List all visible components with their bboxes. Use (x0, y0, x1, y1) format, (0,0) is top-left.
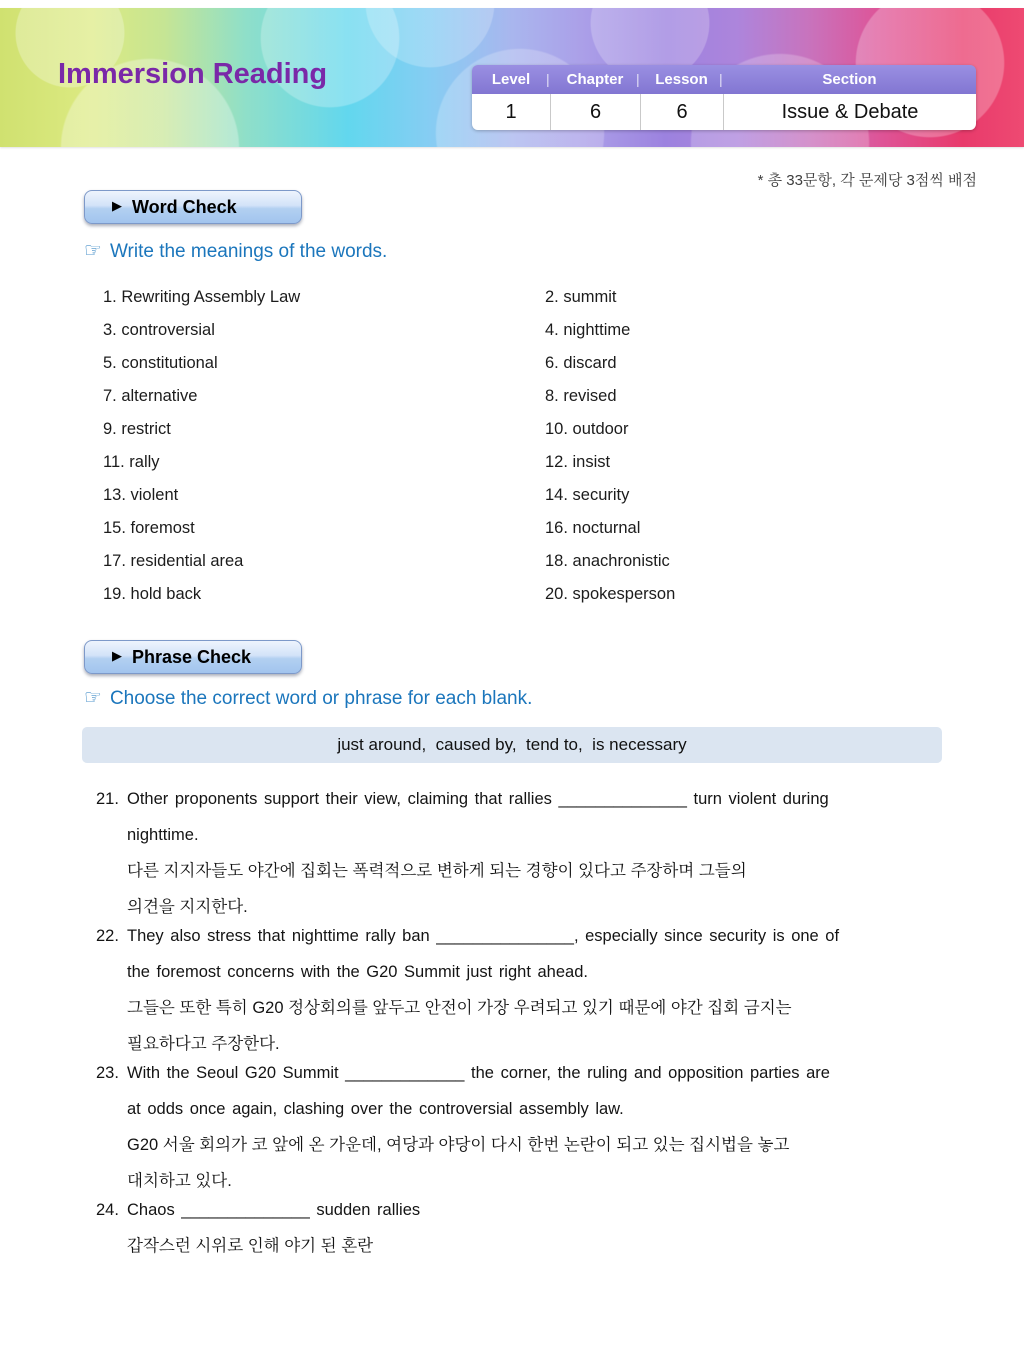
phrase-check-button-label: Phrase Check (132, 646, 252, 667)
word-item: 20. spokesperson (545, 585, 676, 603)
question-korean-text: 다른 지지자들도 야간에 집회는 폭력적으로 변하게 되는 경향이 있다고 주장하며 그들의 (127, 862, 747, 880)
word-list (103, 281, 953, 611)
lesson-info-header-row (472, 65, 976, 94)
question-line (96, 918, 948, 954)
word-check-button-label: Word Check (132, 196, 237, 217)
section-value: Issue & Debate (723, 94, 976, 130)
column-divider: | (546, 71, 550, 87)
word-item: 9. restrict (103, 420, 171, 438)
question-korean-text: 대치하고 있다. (127, 1172, 232, 1190)
word-check-instruction-text: Write the meanings of the words. (109, 241, 388, 262)
word-row (103, 545, 953, 578)
word-item: 17. residential area (103, 552, 244, 570)
play-icon: ▶ (112, 648, 122, 663)
question-24 (96, 1192, 948, 1264)
word-row (103, 413, 953, 446)
word-row (103, 314, 953, 347)
question-line (96, 1055, 948, 1091)
question-number: 24. (96, 1201, 119, 1219)
pointing-hand-icon: ☞ (84, 687, 102, 709)
word-check-button (84, 190, 302, 224)
question-english-text: They also stress that nighttime rally ban _______________, especially since security is one of (127, 927, 840, 945)
word-item: 11. rally (103, 453, 160, 471)
word-row (103, 479, 953, 512)
word-row (103, 578, 953, 611)
word-item: 7. alternative (103, 387, 198, 405)
word-row (103, 281, 953, 314)
word-item: 5. constitutional (103, 354, 218, 372)
phrase-check-instruction (84, 685, 532, 710)
word-item: 4. nighttime (545, 321, 631, 339)
word-item: 1. Rewriting Assembly Law (103, 288, 301, 306)
question-english-text: nighttime. (127, 826, 199, 844)
word-item: 8. revised (545, 387, 617, 405)
word-item: 19. hold back (103, 585, 202, 603)
question-english-text: Other proponents support their view, claiming that rallies ______________ turn violent during (127, 790, 829, 808)
header-banner (0, 8, 1024, 147)
word-item: 14. security (545, 486, 630, 504)
word-row (103, 347, 953, 380)
word-item: 13. violent (103, 486, 179, 504)
question-english-text: With the Seoul G20 Summit _____________ the corner, the ruling and opposition parties are (127, 1064, 830, 1082)
word-item: 16. nocturnal (545, 519, 641, 537)
question-number: 22. (96, 927, 119, 945)
question-korean-text: 필요하다고 주장한다. (127, 1035, 280, 1053)
chapter-value: 6 (550, 94, 640, 130)
column-divider: | (719, 71, 723, 87)
question-english-text: at odds once again, clashing over the controversial assembly law. (127, 1100, 624, 1118)
scoring-note: * 총 33문항, 각 문제당 3점씩 배점 (757, 172, 977, 189)
column-header-level: Level (491, 71, 531, 88)
question-list (96, 781, 948, 1264)
question-number: 21. (96, 790, 119, 808)
lesson-info-table (472, 65, 976, 130)
word-item: 12. insist (545, 453, 611, 471)
question-korean-text: G20 서울 회의가 코 앞에 온 가운데, 여당과 야당이 다시 한번 논란이 되고 있는 집시법을 놓고 (127, 1136, 790, 1154)
question-line (96, 781, 948, 817)
pointing-hand-icon: ☞ (84, 240, 102, 262)
word-bank-box: just around, caused by, tend to, is necessary (82, 727, 942, 763)
question-number: 23. (96, 1064, 119, 1082)
question-23 (96, 1055, 948, 1199)
word-item: 2. summit (545, 288, 617, 306)
question-english-text: the foremost concerns with the G20 Summit just right ahead. (127, 963, 588, 981)
column-header-lesson: Lesson (655, 71, 708, 88)
word-item: 3. controversial (103, 321, 215, 339)
lesson-value: 6 (640, 94, 723, 130)
question-english-text: Chaos ______________ sudden rallies (127, 1201, 421, 1219)
column-header-section: Section (822, 71, 877, 88)
word-item: 10. outdoor (545, 420, 629, 438)
word-check-instruction (84, 238, 387, 263)
lesson-info-value-row (472, 94, 976, 130)
word-item: 18. anachronistic (545, 552, 670, 570)
word-item: 15. foremost (103, 519, 195, 537)
question-22 (96, 918, 948, 1062)
phrase-check-instruction-text: Choose the correct word or phrase for each blank. (109, 688, 533, 709)
word-row (103, 446, 953, 479)
phrase-check-button (84, 640, 302, 674)
brand-logo: Immersion Reading (58, 58, 328, 90)
question-korean-text: 갑작스런 시위로 인해 야기 된 혼란 (127, 1237, 374, 1255)
question-line (96, 1192, 948, 1228)
question-21 (96, 781, 948, 925)
play-icon: ▶ (112, 198, 122, 213)
column-header-chapter: Chapter (566, 71, 624, 88)
question-korean-text: 의견을 지지한다. (127, 898, 248, 916)
word-row (103, 380, 953, 413)
column-divider: | (636, 71, 640, 87)
question-korean-text: 그들은 또한 특히 G20 정상회의를 앞두고 안전이 가장 우려되고 있기 때문에 야간 집회 금지는 (127, 999, 792, 1017)
level-value: 1 (505, 100, 517, 123)
word-row (103, 512, 953, 545)
word-item: 6. discard (545, 354, 617, 372)
